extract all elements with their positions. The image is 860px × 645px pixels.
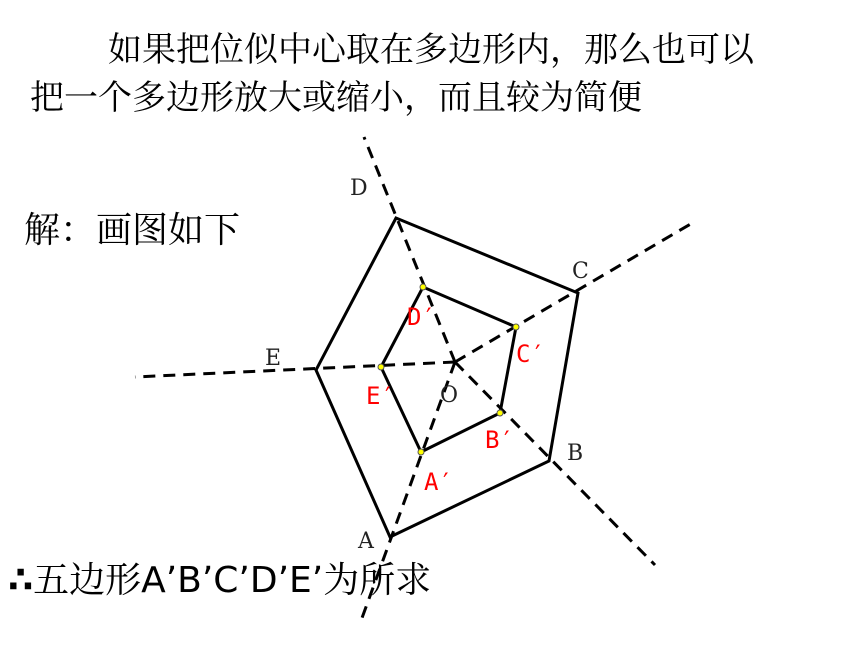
ray-through-b: [455, 362, 655, 565]
ray-through-e: [135, 362, 455, 377]
label-c-prime: C′: [516, 340, 545, 368]
solution-heading: 解：画图如下: [24, 210, 241, 251]
conclusion-statement: [8, 556, 431, 606]
label-d: D: [350, 176, 368, 201]
label-d-prime: D′: [407, 303, 436, 331]
label-a: A: [358, 529, 374, 554]
label-e-prime: E′: [366, 382, 395, 410]
problem-statement-line-1: 如果把位似中心取在多边形内，那么也可以: [108, 30, 754, 70]
label-a-prime: A′: [424, 468, 453, 496]
label-c: C: [572, 259, 589, 284]
problem-statement-line-2: 把一个多边形放大或缩小，而且较为简便: [30, 78, 642, 118]
point-d-prime: [420, 284, 426, 290]
label-e: E: [265, 346, 282, 371]
conclusion-text: 五边形A’B’C’D’E’为所求: [33, 560, 432, 601]
therefore-symbol: ∴: [8, 560, 34, 601]
label-b-prime: B′: [485, 426, 514, 454]
label-o: O: [440, 383, 459, 408]
point-b-prime: [497, 410, 503, 416]
label-b: B: [567, 441, 584, 466]
point-e-prime: [378, 364, 384, 370]
point-c-prime: [513, 324, 519, 330]
point-a-prime: [418, 449, 424, 455]
